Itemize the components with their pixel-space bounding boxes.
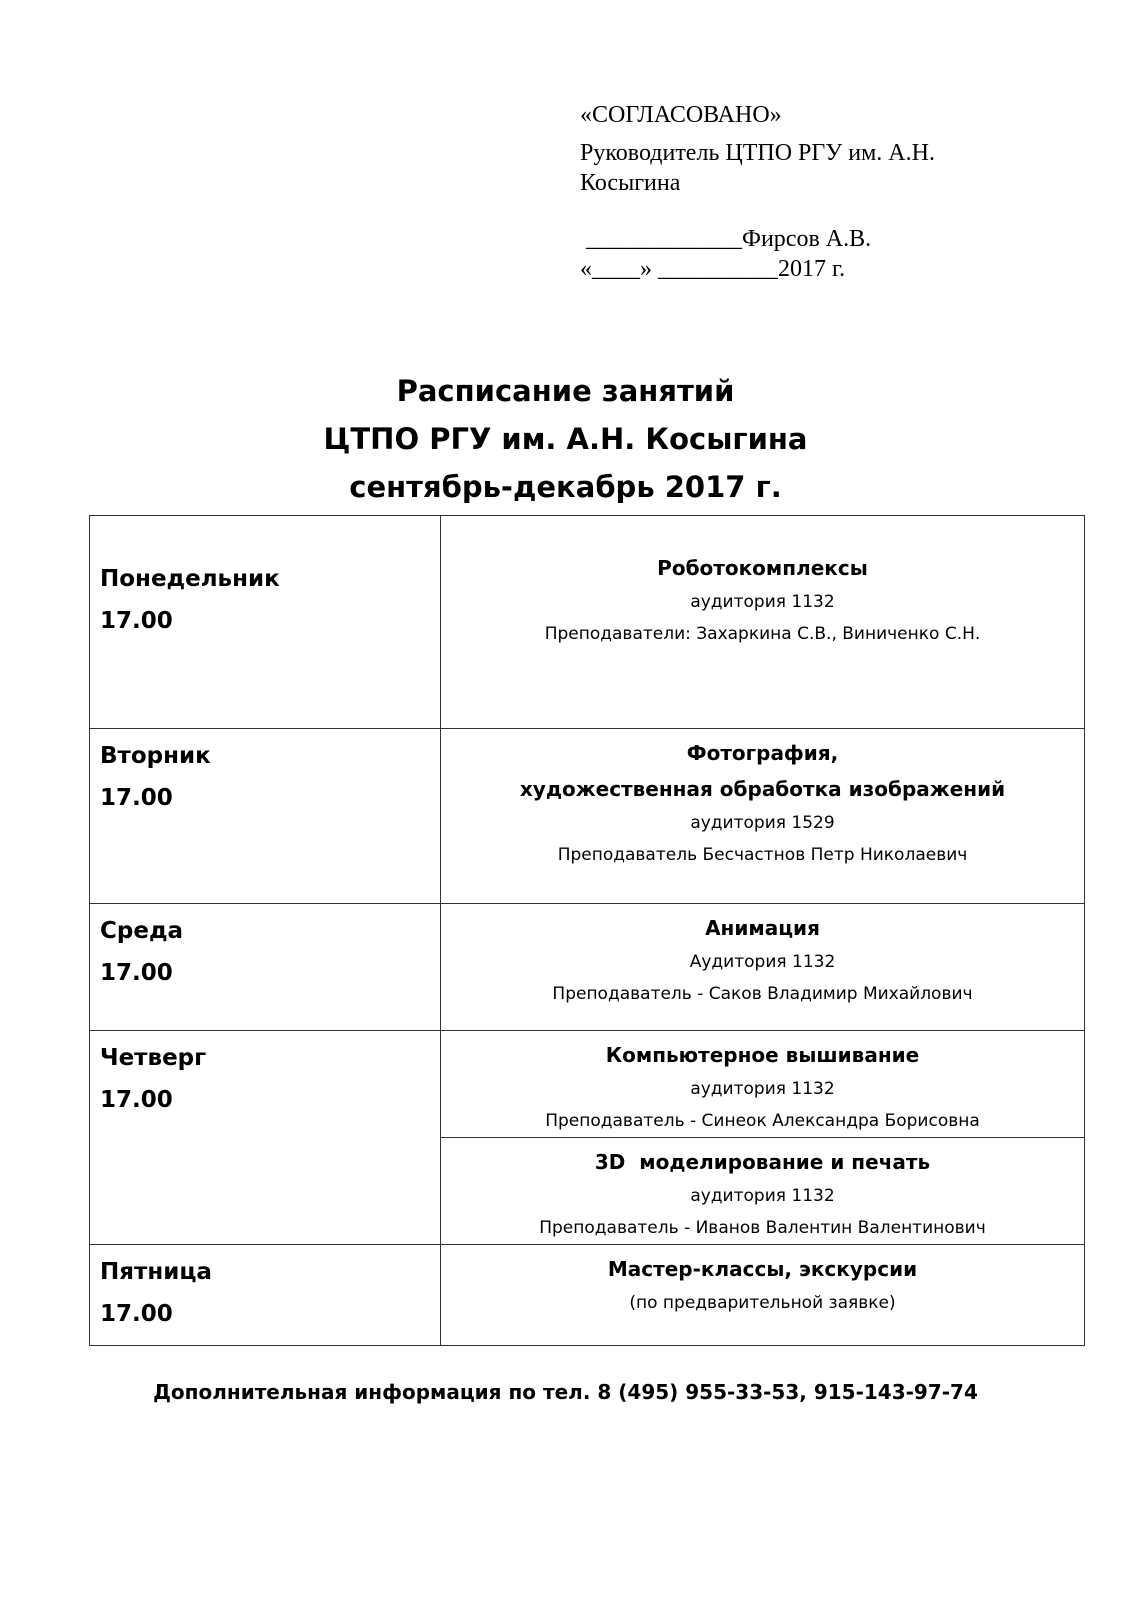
activity-cell bbox=[441, 729, 1085, 904]
approval-block bbox=[580, 100, 1000, 284]
table-row-friday bbox=[90, 1245, 1085, 1346]
approval-date: «____» __________2017 г. bbox=[580, 256, 846, 282]
activity-teacher: Преподаватель - Синеок Александра Борисовна bbox=[545, 1111, 980, 1131]
day-cell bbox=[90, 729, 441, 904]
activity-teacher: Преподаватель Бесчастнов Петр Николаевич bbox=[557, 845, 968, 865]
table-row-tuesday bbox=[90, 729, 1085, 904]
day-cell bbox=[90, 516, 441, 729]
day-time: 17.00 bbox=[100, 785, 173, 811]
page-title bbox=[0, 367, 1131, 511]
day-name: Пятница bbox=[100, 1259, 212, 1285]
activity-note: (по предварительной заявке) bbox=[629, 1293, 896, 1313]
activity-title-cont: художественная обработка изображений bbox=[519, 777, 1006, 801]
activity-teacher: Преподаватели: Захаркина С.В., Виниченко С.Н. bbox=[544, 624, 981, 644]
title-line-2: ЦТПО РГУ им. А.Н. Косыгина bbox=[323, 422, 808, 456]
activity-title: Фотография, bbox=[686, 741, 839, 765]
activity-cell bbox=[441, 904, 1085, 1031]
day-name: Понедельник bbox=[100, 566, 280, 592]
activity-title: Компьютерное вышивание bbox=[605, 1043, 920, 1067]
activity-teacher: Преподаватель - Саков Владимир Михайлович bbox=[552, 984, 973, 1004]
title-line-1: Расписание занятий bbox=[396, 374, 735, 408]
activity-cell bbox=[441, 1138, 1085, 1245]
day-name: Вторник bbox=[100, 743, 211, 769]
day-time: 17.00 bbox=[100, 960, 173, 986]
activity-room: аудитория 1132 bbox=[690, 1186, 835, 1206]
activity-room: аудитория 1132 bbox=[690, 1079, 835, 1099]
day-time: 17.00 bbox=[100, 1087, 173, 1113]
approval-signature: _____________Фирсов А.В. bbox=[580, 226, 872, 252]
approval-position-cont: Косыгина bbox=[580, 170, 681, 196]
activity-title: 3D моделирование и печать bbox=[594, 1150, 931, 1174]
activity-teacher: Преподаватель - Иванов Валентин Валентинович bbox=[539, 1218, 986, 1238]
contact-info: Дополнительная информация по тел. 8 (495) 955-33-53, 915-143-97-74 bbox=[153, 1380, 978, 1404]
activity-room: аудитория 1529 bbox=[690, 813, 835, 833]
activity-cell bbox=[441, 1245, 1085, 1346]
day-name: Среда bbox=[100, 918, 184, 944]
day-name: Четверг bbox=[100, 1045, 207, 1071]
table-row-monday bbox=[90, 516, 1085, 729]
activity-cell bbox=[441, 1031, 1085, 1138]
activity-room: аудитория 1132 bbox=[690, 592, 835, 612]
day-cell bbox=[90, 1031, 441, 1245]
day-cell bbox=[90, 904, 441, 1031]
schedule-table bbox=[89, 515, 1085, 1346]
table-row-wednesday bbox=[90, 904, 1085, 1031]
activity-room: Аудитория 1132 bbox=[689, 952, 836, 972]
activity-title: Анимация bbox=[705, 916, 820, 940]
day-time: 17.00 bbox=[100, 608, 173, 634]
approval-position: Руководитель ЦТПО РГУ им. А.Н. bbox=[580, 140, 935, 166]
day-time: 17.00 bbox=[100, 1301, 173, 1327]
activity-title: Роботокомплексы bbox=[657, 556, 868, 580]
activity-cell bbox=[441, 516, 1085, 729]
day-cell bbox=[90, 1245, 441, 1346]
title-line-3: сентябрь-декабрь 2017 г. bbox=[349, 470, 782, 504]
approval-stamp: «СОГЛАСОВАНО» bbox=[580, 102, 782, 128]
activity-title: Мастер-классы, экскурсии bbox=[607, 1257, 918, 1281]
table-row-thursday bbox=[90, 1031, 1085, 1138]
